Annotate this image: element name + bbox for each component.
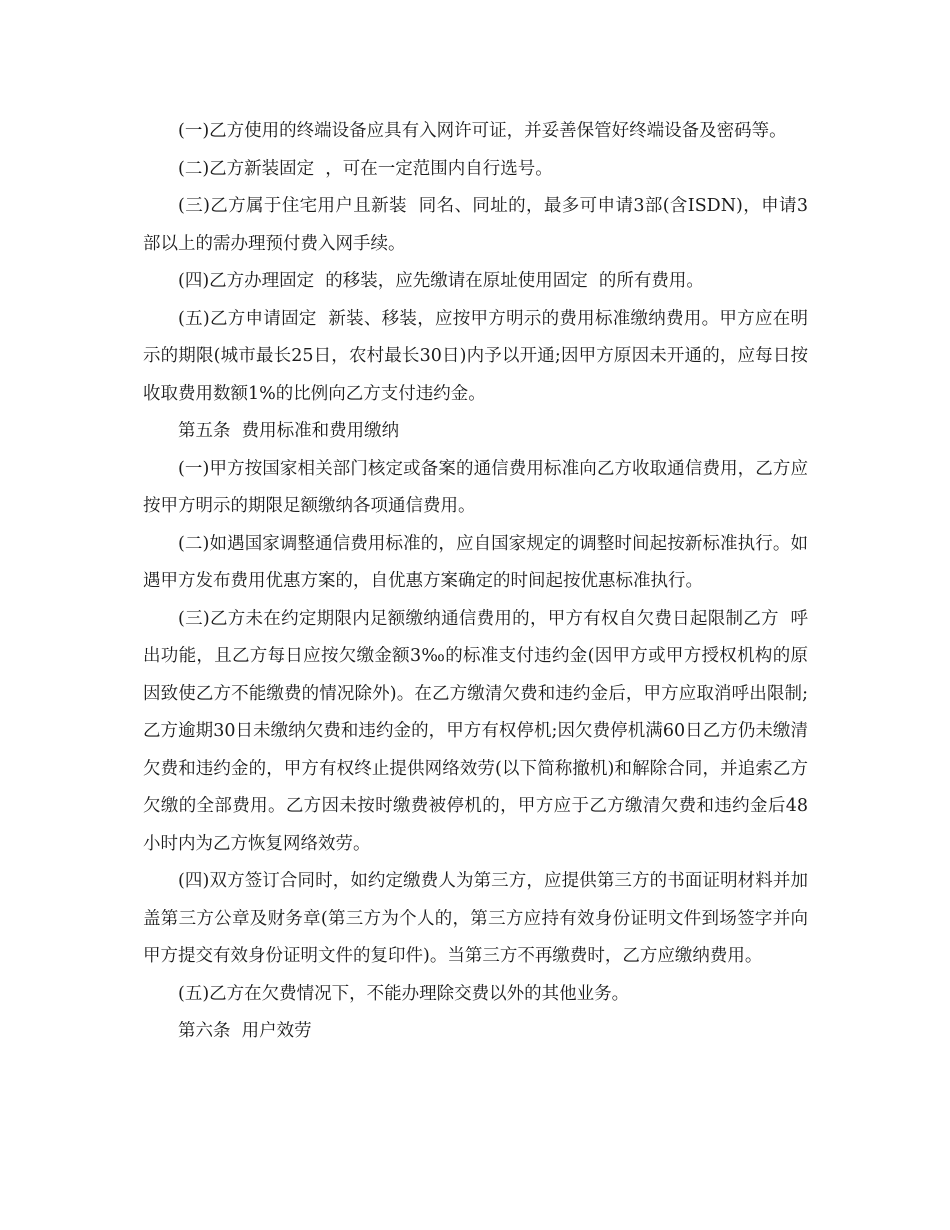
paragraph-residential-limit: (三)乙方属于住宅用户且新装 同名、同址的，最多可申请3部(含ISDN)，申请3部以上的需办理预付费入网手续。 (143, 196, 808, 254)
paragraph-relocation: (四)乙方办理固定 的移装，应先缴请在原址使用固定 的所有费用。 (178, 271, 704, 291)
paragraph-fee-adjustment: (二)如遇国家调整通信费用标准的，应自国家规定的调整时间起按新标准执行。如遇甲方发布费用优惠方案的，自优惠方案确定的时间起按优惠标准执行。 (143, 533, 808, 591)
paragraph-overdue-payment: (三)乙方未在约定期限内足额缴纳通信费用的，甲方有权自欠费日起限制乙方 呼出功能，且乙方每日应按欠缴金额3‰的标准支付违约金(因甲方或甲方授权机构的原因致使乙方不能缴费的情况除外)。在乙方缴清欠费和违约金后，甲方应取消呼出限制;乙方逾期30日未缴纳欠费和违约金的，甲方有权停机;因欠费停机满60日乙方仍未缴清欠费和违约金的，甲方有权终止提供网络效劳(以下简称撤机)和解除合同，并追索乙方欠缴的全部费用。乙方因未按时缴费被停机的，甲方应于乙方缴清欠费和违约金后48小时内为乙方恢复网络效劳。 (143, 608, 808, 854)
paragraph-terminal-device: (一)乙方使用的终端设备应具有入网许可证，并妥善保管好终端设备及密码等。 (178, 121, 787, 141)
paragraph-third-party-payer: (四)双方签订合同时，如约定缴费人为第三方，应提供第三方的书面证明材料并加盖第三方公章及财务章(第三方为个人的，第三方应持有效身份证明文件到场签字并向甲方提交有效身份证明文件的复印件)。当第三方不再缴费时，乙方应缴纳费用。 (143, 871, 808, 966)
paragraph-fee-collection: (一)甲方按国家相关部门核定或备案的通信费用标准向乙方收取通信费用，乙方应按甲方明示的期限足额缴纳各项通信费用。 (143, 458, 808, 516)
paragraph-arrears-restriction: (五)乙方在欠费情况下，不能办理除交费以外的其他业务。 (178, 983, 630, 1004)
article-6-heading: 第六条 用户效劳 (178, 1021, 312, 1041)
paragraph-installation-fees: (五)乙方申请固定 新装、移装，应按甲方明示的费用标准缴纳费用。甲方应在明示的期限(城市最长25日，农村最长30日)内予以开通;因甲方原因未开通的，应每日按收取费用数额1%的比例向乙方支付违约金。 (143, 308, 808, 404)
document-body (143, 113, 808, 1051)
article-5-heading: 第五条 费用标准和费用缴纳 (178, 421, 400, 441)
paragraph-number-selection: (二)乙方新装固定 ，可在一定范围内自行选号。 (178, 158, 553, 179)
